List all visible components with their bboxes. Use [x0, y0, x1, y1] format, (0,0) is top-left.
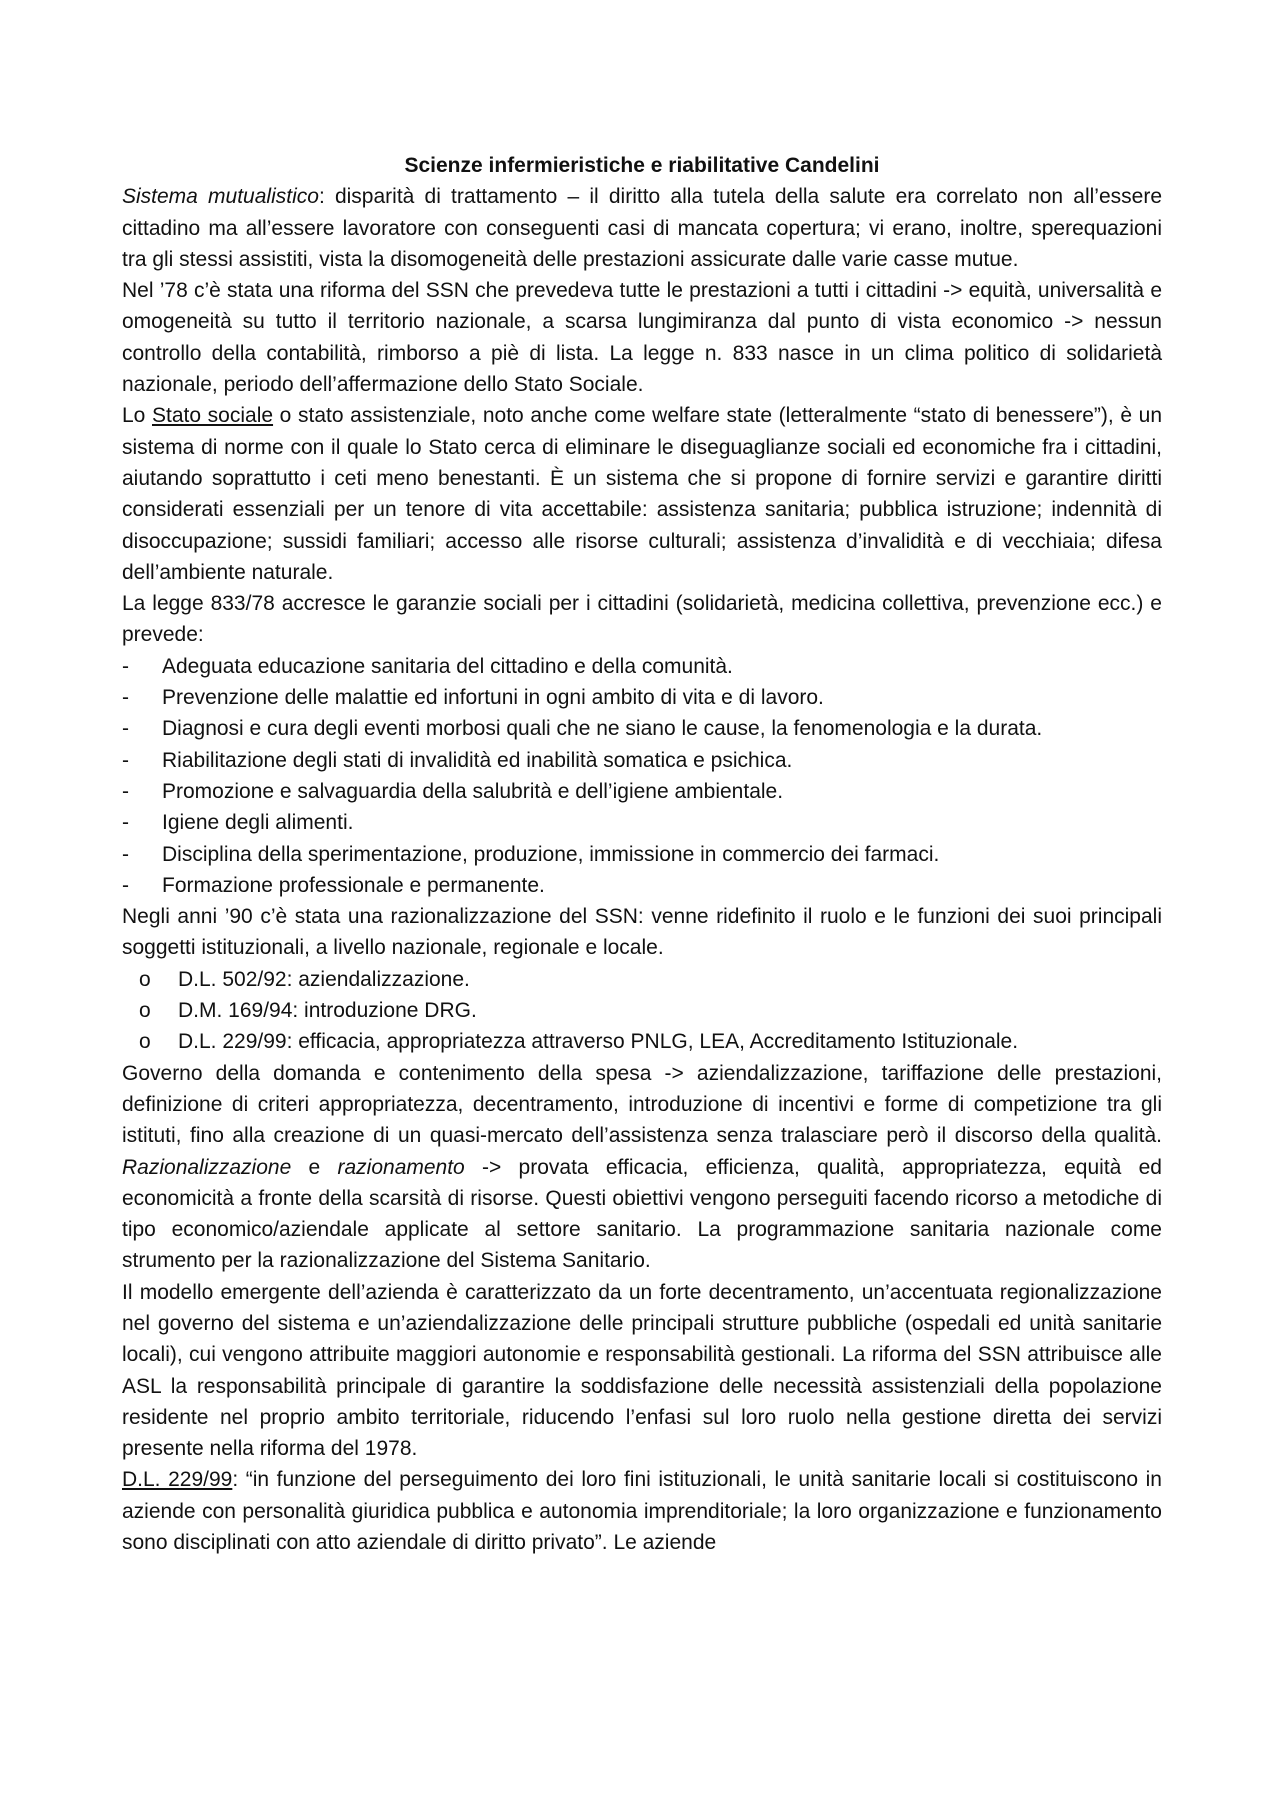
list-item-text: Adeguata educazione sanitaria del cittadino e della comunità.: [162, 654, 733, 678]
list-item: [122, 964, 1162, 995]
list-item-text: Disciplina della sperimentazione, produzione, immissione in commercio dei farmaci.: [162, 842, 940, 866]
dash-marker: -: [122, 654, 129, 678]
paragraph-legge-833: La legge 833/78 accresce le garanzie sociali per i cittadini (solidarietà, medicina collettiva, prevenzione ecc.) e prevede:: [122, 592, 1162, 647]
paragraph-modello-azienda: Il modello emergente dell’azienda è caratterizzato da un forte decentramento, un’accentuata regionalizzazione nel governo del sistema e un’aziendalizzazione delle principali strutture pubbliche (ospedali ed unità sanitarie locali), cui vengono attribuite maggiori autonomie e responsabilità gestionali. La riforma del SSN attribuisce alle ASL la responsabilità principale di garantire la soddisfazione delle necessità assistenziali della popolazione residente nel proprio ambito territoriale, riducendo l’enfasi sul loro ruolo nella gestione diretta dei servizi presente nella riforma del 1978.: [122, 1280, 1162, 1461]
list-item: [122, 745, 1162, 776]
list-item-text: D.M. 169/94: introduzione DRG.: [178, 999, 477, 1023]
list-item-text: Igiene degli alimenti.: [162, 811, 354, 835]
list-item-text: Formazione professionale e permanente.: [162, 873, 545, 897]
paragraph-text: : “in funzione del perseguimento dei loro fini istituzionali, le unità sanitarie locali si costituiscono in aziende con personalità giuridica pubblica e autonomia imprenditoriale; la loro organizzazione e funzionamento sono disciplinati con atto aziendale di diritto privato”. Le aziende: [122, 1468, 1162, 1555]
list-item: [122, 651, 1162, 682]
circle-bullet-list: [122, 964, 1162, 1058]
paragraph-text: e: [291, 1155, 338, 1179]
paragraph-text: o stato assistenziale, noto anche come welfare state (letteralmente “stato di benessere”), è un sistema di norme con il quale lo Stato cerca di eliminare le diseguaglianze sociali ed economiche fra i cittadini, aiutando soprattutto i ceti meno benestanti. È un sistema che si propone di fornire servizi e garantire diritti considerati essenziali per un tenore di vita accettabile: assistenza sanitaria; pubblica istruzione; indennità di disoccupazione; sussidi familiari; accesso alle risorse culturali; assistenza d’invalidità e di vecchiaia; difesa dell’ambiente naturale.: [122, 404, 1162, 584]
link-stato-sociale[interactable]: Stato sociale: [152, 404, 274, 428]
term-sistema-mutualistico: Sistema mutualistico: [122, 185, 319, 209]
paragraph-text: -> provata efficacia, efficienza, qualità, appropriatezza, equità ed economicità a fronte della scarsità di risorse. Questi obiettivi vengono perseguiti facendo ricorso a metodiche di tipo economico/aziendale applicate al settore sanitario. La programmazione sanitaria nazionale come strumento per la razionalizzazione del Sistema Sanitario.: [122, 1155, 1162, 1273]
term-razionamento: razionamento: [337, 1155, 465, 1179]
list-item-text: Prevenzione delle malattie ed infortuni in ogni ambito di vita e di lavoro.: [162, 686, 824, 710]
paragraph-sistema-mutualistico: [122, 181, 1162, 275]
paragraph-text: Lo: [122, 404, 152, 428]
dash-marker: -: [122, 748, 129, 772]
dash-marker: -: [122, 779, 129, 803]
dash-marker: -: [122, 717, 129, 741]
term-dl-229-99: D.L. 229/99: [122, 1468, 233, 1492]
list-item-text: Diagnosi e cura degli eventi morbosi quali che ne siano le cause, la fenomenologia e la durata.: [162, 717, 1043, 741]
document-page: [122, 150, 1162, 1558]
paragraph-dl-229-99: [122, 1464, 1162, 1558]
list-item-text: Riabilitazione degli stati di invalidità ed inabilità somatica e psichica.: [162, 748, 793, 772]
circle-bullet-marker: o: [139, 967, 151, 991]
paragraph-riforma-78: Nel ’78 c’è stata una riforma del SSN che prevedeva tutte le prestazioni a tutti i cittadini -> equità, universalità e omogeneità su tutto il territorio nazionale, a scarsa lungimiranza dal punto di vista economico -> nessun controllo della contabilità, rimborso a piè di lista. La legge n. 833 nasce in un clima politico di solidarietà nazionale, periodo dell’affermazione dello Stato Sociale.: [122, 279, 1162, 397]
paragraph-stato-sociale: [122, 400, 1162, 588]
paragraph-anni-90: Negli anni ’90 c’è stata una razionalizzazione del SSN: venne ridefinito il ruolo e le funzioni dei suoi principali soggetti istituzionali, a livello nazionale, regionale e locale.: [122, 905, 1162, 960]
dash-marker: -: [122, 686, 129, 710]
list-item: [122, 870, 1162, 901]
list-item-text: D.L. 502/92: aziendalizzazione.: [178, 967, 470, 991]
dash-marker: -: [122, 873, 129, 897]
dash-marker: -: [122, 842, 129, 866]
list-item-text: Promozione e salvaguardia della salubrità e dell’igiene ambientale.: [162, 779, 784, 803]
paragraph-text: : disparità di trattamento – il diritto alla tutela della salute era correlato non all’essere cittadino ma all’essere lavoratore con conseguenti casi di mancata copertura; vi erano, inoltre, sperequazioni tra gli stessi assistiti, vista la disomogeneità delle prestazioni assicurate dalle varie casse mutue.: [122, 185, 1162, 271]
paragraph-governo-domanda: [122, 1058, 1162, 1277]
circle-bullet-marker: o: [139, 1030, 151, 1054]
list-item: [122, 776, 1162, 807]
list-item-text: D.L. 229/99: efficacia, appropriatezza attraverso PNLG, LEA, Accreditamento Istituzionale.: [178, 1030, 1019, 1054]
term-razionalizzazione: Razionalizzazione: [122, 1155, 292, 1179]
dash-list: [122, 651, 1162, 901]
list-item: [122, 1026, 1162, 1057]
dash-marker: -: [122, 811, 129, 835]
paragraph-text: Governo della domanda e contenimento della spesa -> aziendalizzazione, tariffazione delle prestazioni, definizione di criteri appropriatezza, decentramento, introduzione di incentivi e forme di competizione tra gli istituti, fino alla creazione di un quasi-mercato dell’assistenza senza tralasciare però il discorso della qualità.: [122, 1061, 1162, 1148]
circle-bullet-marker: o: [139, 999, 151, 1023]
list-item: [122, 995, 1162, 1026]
list-item: [122, 807, 1162, 838]
list-item: [122, 839, 1162, 870]
document-title: Scienze infermieristiche e riabilitative Candelini: [404, 154, 880, 177]
list-item: [122, 713, 1162, 744]
list-item: [122, 682, 1162, 713]
